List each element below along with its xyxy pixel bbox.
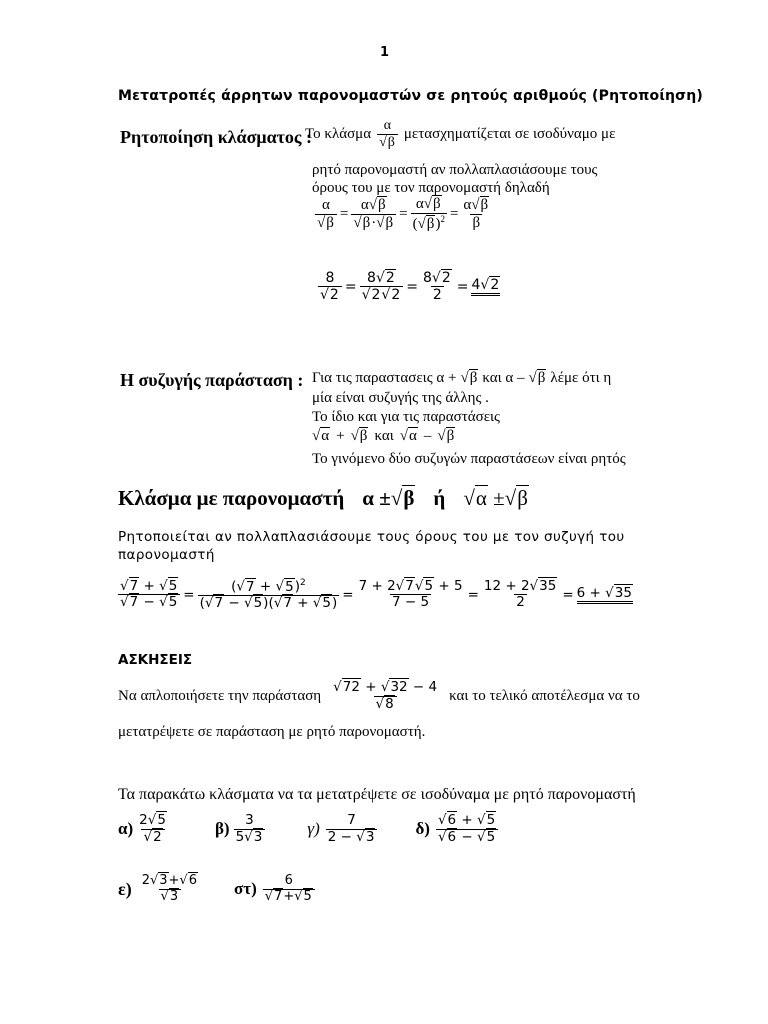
section2-line1: Για τις παραστασεις α + √β και α – √β λέμε ότι η	[312, 370, 612, 386]
section2-line1-b: και α –	[482, 370, 525, 386]
section1-text-a: Το κλάσμα	[305, 126, 372, 143]
exercise1-text-a: Να απλοποιήσετε την παράσταση	[118, 687, 322, 704]
label-e: ε)	[118, 878, 132, 899]
section2-line1-a: Για τις παραστασεις α +	[312, 370, 457, 386]
section1-heading: Ρητοποίηση κλάσματος :	[120, 127, 312, 147]
exercise-row2: ε) $\frac{2√3+√6}{√3}$ στ) $\frac{6}{√7+√5}$	[118, 874, 315, 905]
section2-line4-mid: και	[374, 428, 394, 444]
fraction-a-over-root-b: $\frac{\alpha}{√\beta}$	[377, 118, 398, 151]
section3-connector: ή	[433, 486, 446, 510]
label-c: γ)	[307, 819, 320, 839]
label-f: στ)	[234, 879, 257, 899]
exercise-row1: α) $\frac{2√5}{√2}$ β) $\frac{3}{5√3}$ γ) $\frac{7}{2 - √3}$ δ) $\frac{√6 + √5}{√6 - √5}$	[118, 813, 498, 845]
section2-line3: Το ίδιο και για τις παραστάσεις	[312, 409, 500, 425]
label-d: δ)	[415, 819, 430, 839]
exercise1-text-b: και το τελικό αποτέλεσμα να το	[449, 687, 640, 704]
example-eight-over-root-two: $\frac{8}{√2}$ = $\frac{8√2}{√2√2}$ = $\frac{8√2}{2}$ = 4√2	[320, 270, 500, 304]
page-title: Μετατροπές άρρητων παρονομαστών σε ρητούς αριθμούς (Ρητοποίηση)	[118, 88, 704, 104]
section3-heading: Κλάσμα με παρονομαστή α ±√β ή √α ±√β	[118, 486, 528, 510]
section3-text2: παρονομαστή	[118, 547, 215, 563]
section1-line2: ρητό παρονομαστή αν πολλαπλασιάσουμε τους	[312, 162, 598, 178]
conjugate-example: $\frac{√7 + √5}{√7 - √5}$ = $\frac{(√7 + √5)^2}{(√7 - √5)(√7 + √5)}$ = $\frac{7 + 2√7√5 + 5}{7 - 5}$ = $\frac{12 + 2√35}{2}$ = 6 + √35	[120, 577, 632, 612]
label-a: α)	[118, 819, 134, 839]
section2-line5: Το γινόμενο δύο συζυγών παραστάσεων είναι ρητός	[312, 451, 626, 467]
section2-line1-c: λέμε ότι η	[550, 370, 612, 386]
section3-text: Ρητοποιείται αν πολλαπλασιάσουμε τους όρους του με τον συζυγή του	[118, 529, 625, 545]
section3-heading-text: Κλάσμα με παρονομαστή	[118, 486, 345, 510]
exercise1-line2: μετατρέψετε σε παράσταση με ρητό παρονομαστή.	[118, 724, 426, 740]
section2-heading: Η συζυγής παράσταση :	[120, 370, 304, 390]
section1-line1	[305, 118, 615, 151]
page-number: 1	[380, 45, 390, 60]
section1-text-b: μετασχηματίζεται σε ισοδύναμο με	[403, 126, 616, 143]
section1-line3: όρους του με τον παρονομαστή δηλαδή	[312, 180, 550, 196]
exercise2-text: Τα παρακάτω κλάσματα να τα μετατρέψετε σε ισοδύναμα με ρητό παρονομαστή	[118, 786, 636, 803]
label-b: β)	[214, 819, 230, 839]
exercise1-fraction: $\frac{√72 + √32 - 4}{√8}$	[333, 679, 438, 712]
exercise1-line1	[118, 680, 640, 712]
section2-line4: √α + √β και √α – √β	[312, 428, 455, 444]
exercises-heading: ΑΣΚΗΣΕΙΣ	[118, 652, 193, 668]
rationalization-formula: $\frac{\alpha}{√\beta}$ = $\frac{\alpha√\beta}{√\beta\cdot√\beta}$ = $\frac{\alpha√\beta}{(√\beta)^2}$ = $\frac{\alpha√\beta}{\beta}$	[317, 196, 489, 233]
section2-line2: μία είναι συζυγής της άλλης .	[312, 390, 489, 406]
